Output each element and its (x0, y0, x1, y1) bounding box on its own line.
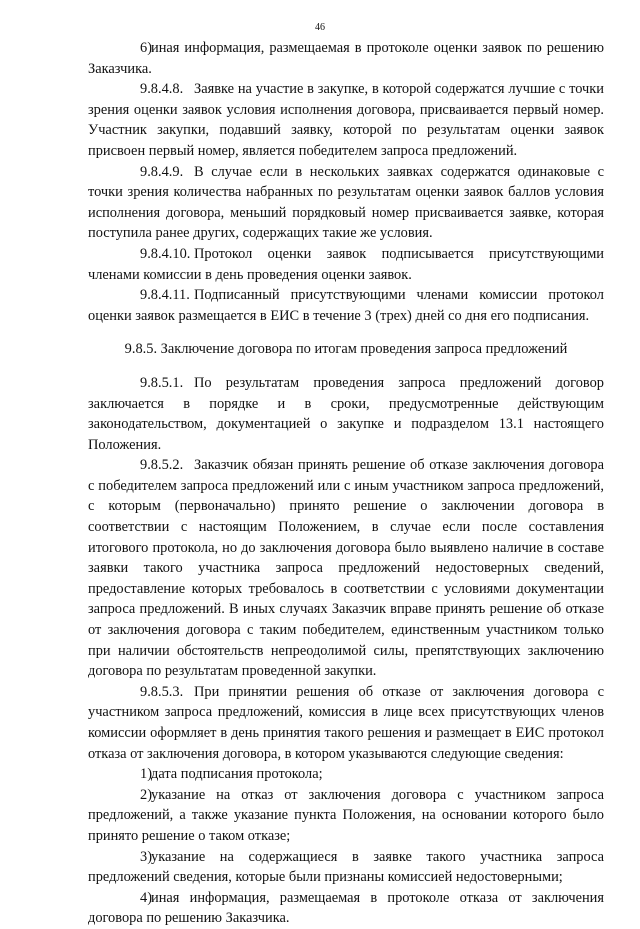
clause-text: В случае если в нескольких заявках содержатся одинаковые с точки зрения количества набранных по результатам оценки заявок баллов условия исполнения договора, меньший порядковый номер присваивается заявке, которая поступила ранее других, содержащих такие же условия. (88, 163, 604, 242)
clause-9-8-4-8 (88, 79, 604, 161)
item-text: указание на содержащиеся в заявке такого участника запроса предложений сведения, которые были признаны комиссией недостоверными; (88, 848, 604, 886)
clause-number: 9.8.4.11. (140, 287, 190, 304)
clause-9-8-5-3 (88, 682, 604, 764)
item-number: 3) (140, 848, 152, 865)
clause-9-8-5-1 (88, 373, 604, 455)
list-item-6 (88, 38, 604, 79)
item-text: иная информация, размещаемая в протоколе отказа от заключения договора по решению Заказчика. (88, 889, 604, 927)
item-text: дата подписания протокола; (151, 766, 323, 783)
section-heading: 9.8.5. Заключение договора по итогам проведения запроса предложений (124, 341, 568, 358)
clause-number: 9.8.4.8. (140, 81, 184, 98)
item-number: 4) (140, 889, 152, 906)
item-number: 2) (140, 786, 152, 803)
clause-number: 9.8.4.9. (140, 163, 184, 180)
page-number: 46 (315, 22, 325, 33)
clause-text: Подписанный присутствующими членами комиссии протокол оценки заявок размещается в ЕИС в течение 3 (трех) дней со дня его подписания. (88, 287, 604, 324)
item-number: 1) (140, 766, 152, 783)
clause-number: 9.8.5.1. (140, 374, 184, 391)
clause-text: Протокол оценки заявок подписывается присутствующими членами комиссии в день проведения оценки заявок. (88, 245, 604, 283)
list-item-2 (88, 785, 604, 847)
item-text: указание на отказ от заключения договора с участником запроса предложений, а также указание пункта Положения, на основании которого было принято решение о таком отказе; (88, 786, 604, 844)
clause-number: 9.8.5.2. (140, 457, 184, 474)
clause-text: По результатам проведения запроса предложений договор заключается в порядке и в сроки, предусмотренные действующим законодательством, документацией о закупке и подразделом 13.1 настоящего Положения. (88, 374, 604, 453)
item-number: 6) (140, 40, 152, 56)
clause-number: 9.8.4.10. (140, 245, 191, 262)
clause-9-8-4-9 (88, 162, 604, 244)
item-text: иная информация, размещаемая в протоколе оценки заявок по решению Заказчика. (88, 40, 604, 77)
list-item-1 (88, 764, 604, 785)
clause-text: Заявке на участие в закупке, в которой содержатся лучшие с точки зрения оценки заявок условия исполнения договора, присваивается первый номер. Участник закупки, подавший заявку, которой по результатам оценки заявок присвоен первый номер, является победителем запроса предложений. (88, 81, 604, 159)
document-body (88, 38, 604, 929)
list-item-4 (88, 888, 604, 929)
clause-9-8-5-2 (88, 455, 604, 682)
clause-text: Заказчик обязан принять решение об отказе заключения договора с победителем запроса предложений или с иным участником запроса предложений, с которым (первоначально) принято решение о заключении договора в соответствии с настоящим Положением, в случае если после составления итогового протокола, но до заключения договора было выявлено наличие в составе заявки такого участника запроса предложений недостоверных сведений, предоставление которых требовалось в соответствии с условиями документации запроса предложений. В иных случаях Заказчик вправе принять решение об отказе от заключения договора с таким победителем, единственным участником только при наличии обстоятельств непреодолимой силы, препятствующих заключению договора по результатам проведенной закупки. (88, 457, 604, 680)
clause-9-8-4-10 (88, 244, 604, 285)
clause-9-8-4-11 (88, 285, 604, 326)
list-item-3 (88, 847, 604, 888)
clause-number: 9.8.5.3. (140, 683, 184, 700)
clause-text: При принятии решения об отказе от заключения договора с участником запроса предложений, комиссия в лице всех присутствующих членов комиссии оформляет в день принятия такого решения и размещает в ЕИС протокол отказа от заключения договора, в котором указываются следующие сведения: (88, 683, 604, 762)
